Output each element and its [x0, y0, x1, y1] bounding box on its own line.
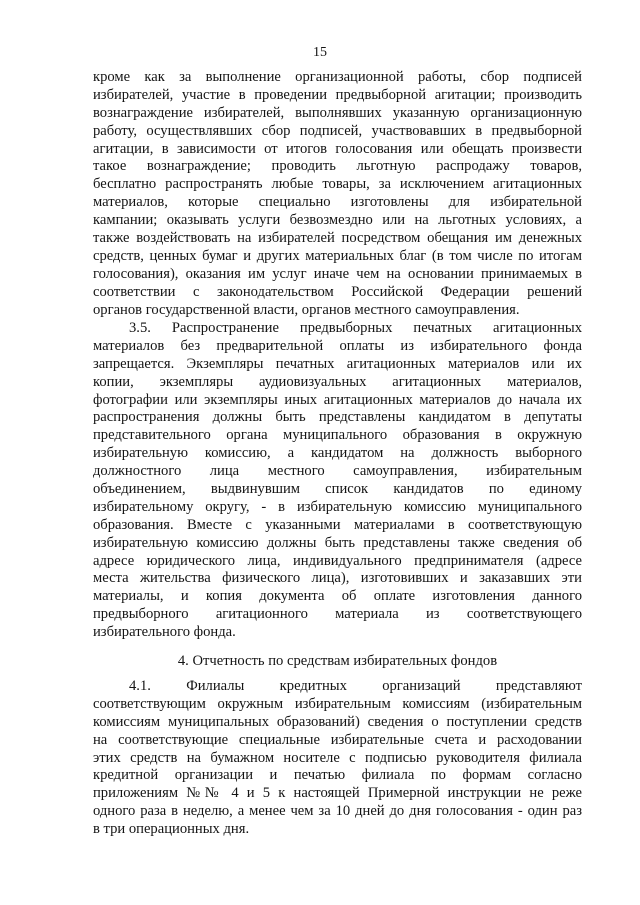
text-line: избирательную комиссию должны быть представлены также сведения об [93, 534, 582, 551]
section-heading: 4. Отчетность по средствам избирательных фондов [177, 653, 498, 669]
text-line: материалы, и копия документа об оплате изготовления данного [93, 588, 582, 605]
text-line: образования. Вместе с указанными материалами в соответствующую [93, 516, 582, 533]
page-number: 15 [313, 45, 327, 60]
text-line: этих средств на бумажном носителе с подписью руководителя филиала [93, 749, 582, 766]
text-line: органов государственной власти, органов местного самоуправления. [93, 301, 520, 318]
paragraph-3-5 [93, 320, 582, 642]
text-line: соответствии с законодательством Российской Федерации решений [93, 283, 582, 300]
text-line: избирательную комиссию, а кандидатом на должность выборного [93, 445, 582, 462]
text-line: избирательного фонда. [93, 624, 236, 641]
text-line: материалов, которые специально изготовлены для избирательной [93, 194, 582, 211]
text-line: кредитной организации и печатью филиала по формам согласно [93, 767, 582, 784]
text-line: копии, экземпляры аудиовизуальных агитационных материалов, [93, 373, 582, 390]
text-line: предвыборного агитационного материала из соответствующего [93, 606, 582, 623]
text-line: вознаграждение избирателей, выполнявших указанную организационную [93, 104, 582, 121]
text-line: такое вознаграждение; проводить льготную распродажу товаров, [93, 158, 582, 175]
text-line: приложениям №№ 4 и 5 к настоящей Примерной инструкции не реже [93, 785, 582, 802]
text-line: работу, осуществлявших сбор подписей, участвовавших в предвыборной [93, 122, 582, 139]
text-line: фотографии или экземпляры иных агитационных материалов до начала их [93, 391, 582, 408]
text-line: кампании; оказывать услуги безвозмездно или на льготных условиях, а [93, 212, 582, 229]
text-line: материалов без предварительной оплаты из избирательного фонда [93, 337, 582, 354]
text-line: одного раза в неделю, а менее чем за 10 дней до дня голосования - один раз [93, 803, 582, 820]
text-line: объединением, выдвинувшим список кандидатов по единому [93, 481, 582, 498]
text-line: соответствующим окружным избирательным комиссиям (избирательным [93, 695, 582, 712]
text-line: представительного органа муниципального образования в окружную [93, 427, 582, 444]
text-line: адресе юридического лица, индивидуального предпринимателя (адресе [93, 552, 582, 569]
text-line: бесплатно распространять любые товары, за исключением агитационных [93, 176, 582, 193]
text-line: в три операционных дня. [93, 821, 250, 838]
text-line: также воздействовать на избирателей посредством обещания им денежных [93, 230, 582, 247]
text-line: на соответствующие специальные избирательные счета и расходовании [93, 731, 582, 748]
text-line: места жительства физического лица), изготовивших и заказавших эти [93, 570, 582, 587]
paragraph-4-1 [93, 678, 582, 839]
text-line: средств, ценных бумаг и других материальных благ (в том числе по итогам [93, 247, 582, 264]
text-line: комиссиям муниципальных образований) сведения о поступлении средств [93, 713, 582, 730]
text-line: 3.5. Распространение предвыборных печатных агитационных [129, 320, 582, 336]
text-line: запрещается. Экземпляры печатных агитационных материалов или их [93, 355, 582, 372]
text-line: избирателей, участие в проведении предвыборной агитации; производить [93, 86, 582, 103]
paragraph-continuation [93, 69, 582, 319]
text-line: кроме как за выполнение организационной работы, сбор подписей [93, 69, 582, 85]
text-line: 4.1. Филиалы кредитных организаций представляют [129, 678, 582, 694]
text-line: агитации, в зависимости от итогов голосования или обещать произвести [93, 140, 582, 157]
text-line: голосования), оказания им услуг иначе чем на основании принимаемых в [93, 265, 582, 282]
text-line: распространения должны быть представлены кандидатом в депутаты [93, 409, 582, 426]
text-line: избирательному округу, - в избирательную комиссию муниципального [93, 498, 582, 515]
text-line: должностного лица местного самоуправления, избирательным [93, 463, 582, 480]
